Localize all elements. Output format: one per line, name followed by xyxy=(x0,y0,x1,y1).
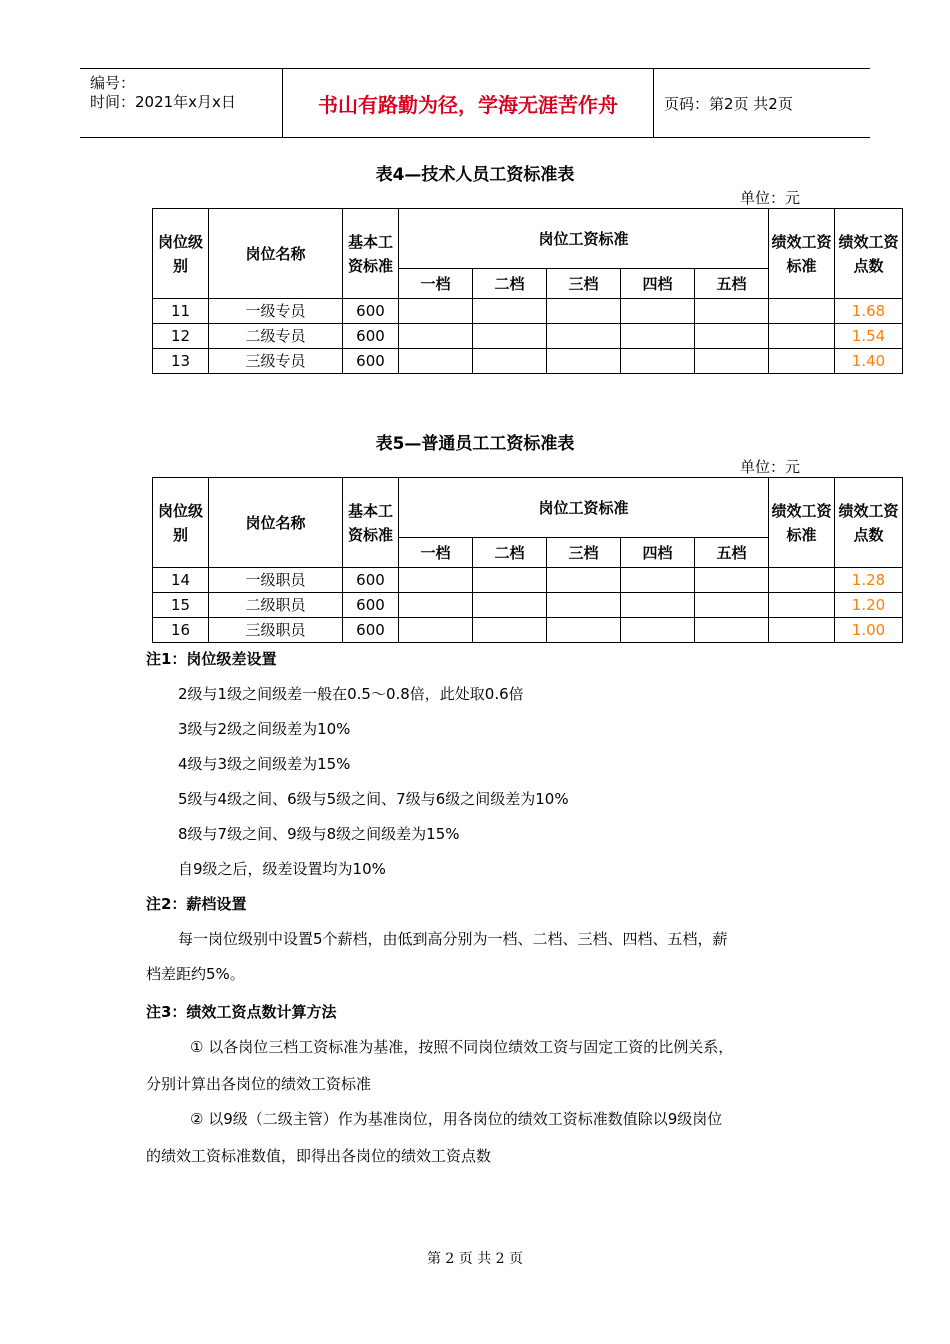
table5-title: 表5—普通员工工资标准表 xyxy=(375,434,575,454)
th-post: 岗位工资标准 xyxy=(399,478,769,538)
th-base: 基本工资标准 xyxy=(343,478,399,568)
cell-level: 14 xyxy=(153,568,209,593)
motto: 书山有路勤为径，学海无涯苦作舟 xyxy=(283,69,654,137)
th-grade: 四档 xyxy=(621,538,695,568)
note3-line: ① 以各岗位三档工资标准为基准，按照不同岗位绩效工资与固定工资的比例关系， xyxy=(190,1038,734,1056)
note3-line: ② 以9级（二级主管）作为基准岗位，用各岗位的绩效工资标准数值除以9级岗位 xyxy=(190,1110,723,1128)
cell-level: 15 xyxy=(153,593,209,618)
table4 xyxy=(152,208,903,374)
cell-base: 600 xyxy=(343,349,399,374)
th-perf-std: 绩效工资标准 xyxy=(769,209,835,299)
cell-name: 二级专员 xyxy=(209,324,343,349)
cell-points: 1.54 xyxy=(835,324,903,349)
th-name: 岗位名称 xyxy=(209,209,343,299)
note2-line: 档差距约5%。 xyxy=(146,965,245,983)
th-perf-pts: 绩效工资点数 xyxy=(835,209,903,299)
table5 xyxy=(152,477,903,643)
cell-level: 11 xyxy=(153,299,209,324)
table-row xyxy=(153,349,903,374)
cell-level: 12 xyxy=(153,324,209,349)
note1-line: 3级与2级之间级差为10% xyxy=(178,720,351,738)
th-perf-std: 绩效工资标准 xyxy=(769,478,835,568)
table-row xyxy=(153,593,903,618)
table4-title: 表4—技术人员工资标准表 xyxy=(375,165,575,185)
cell-base: 600 xyxy=(343,324,399,349)
cell-base: 600 xyxy=(343,593,399,618)
th-base: 基本工资标准 xyxy=(343,209,399,299)
cell-name: 二级职员 xyxy=(209,593,343,618)
table-row xyxy=(153,299,903,324)
cell-name: 一级专员 xyxy=(209,299,343,324)
th-grade: 三档 xyxy=(547,269,621,299)
cell-name: 三级职员 xyxy=(209,618,343,643)
note3-line: 的绩效工资标准数值，即得出各岗位的绩效工资点数 xyxy=(146,1147,492,1165)
cell-points: 1.40 xyxy=(835,349,903,374)
th-grade: 五档 xyxy=(695,269,769,299)
cell-points: 1.20 xyxy=(835,593,903,618)
cell-points: 1.00 xyxy=(835,618,903,643)
table4-unit: 单位：元 xyxy=(740,189,801,207)
note3-line: 分别计算出各岗位的绩效工资标准 xyxy=(146,1075,372,1093)
cell-points: 1.28 xyxy=(835,568,903,593)
note2-line: 每一岗位级别中设置5个薪档，由低到高分别为一档、二档、三档、四档、五档，薪 xyxy=(178,930,728,948)
cell-base: 600 xyxy=(343,568,399,593)
table5-unit: 单位：元 xyxy=(740,458,801,476)
note1-line: 8级与7级之间、9级与8级之间级差为15% xyxy=(178,825,460,843)
cell-name: 三级专员 xyxy=(209,349,343,374)
note1-line: 5级与4级之间、6级与5级之间、7级与6级之间级差为10% xyxy=(178,790,569,808)
th-grade: 一档 xyxy=(399,538,473,568)
number-label: 编号： xyxy=(90,74,136,92)
th-perf-pts: 绩效工资点数 xyxy=(835,478,903,568)
note3-title: 注3：绩效工资点数计算方法 xyxy=(146,1003,337,1021)
note1-title: 注1：岗位级差设置 xyxy=(146,650,277,668)
table-row xyxy=(153,568,903,593)
page-info: 页码：第2页 共2页 xyxy=(664,94,793,113)
table-row xyxy=(153,324,903,349)
header-info-cell xyxy=(80,69,283,137)
cell-name: 一级职员 xyxy=(209,568,343,593)
th-grade: 五档 xyxy=(695,538,769,568)
cell-level: 13 xyxy=(153,349,209,374)
cell-points: 1.68 xyxy=(835,299,903,324)
page-footer: 第 2 页 共 2 页 xyxy=(426,1251,524,1267)
th-name: 岗位名称 xyxy=(209,478,343,568)
th-level: 岗位级别 xyxy=(153,209,209,299)
note1-line: 自9级之后，级差设置均为10% xyxy=(178,860,386,878)
note2-title: 注2：薪档设置 xyxy=(146,895,247,913)
th-grade: 三档 xyxy=(547,538,621,568)
th-level: 岗位级别 xyxy=(153,478,209,568)
table-row xyxy=(153,618,903,643)
cell-base: 600 xyxy=(343,618,399,643)
th-grade: 二档 xyxy=(473,538,547,568)
note1-line: 2级与1级之间级差一般在0.5～0.8倍，此处取0.6倍 xyxy=(178,685,524,703)
page-header xyxy=(80,68,870,138)
note1-line: 4级与3级之间级差为15% xyxy=(178,755,351,773)
th-grade: 一档 xyxy=(399,269,473,299)
cell-level: 16 xyxy=(153,618,209,643)
th-post: 岗位工资标准 xyxy=(399,209,769,269)
th-grade: 二档 xyxy=(473,269,547,299)
th-grade: 四档 xyxy=(621,269,695,299)
time-label: 时间：2021年x月x日 xyxy=(90,93,236,111)
cell-base: 600 xyxy=(343,299,399,324)
